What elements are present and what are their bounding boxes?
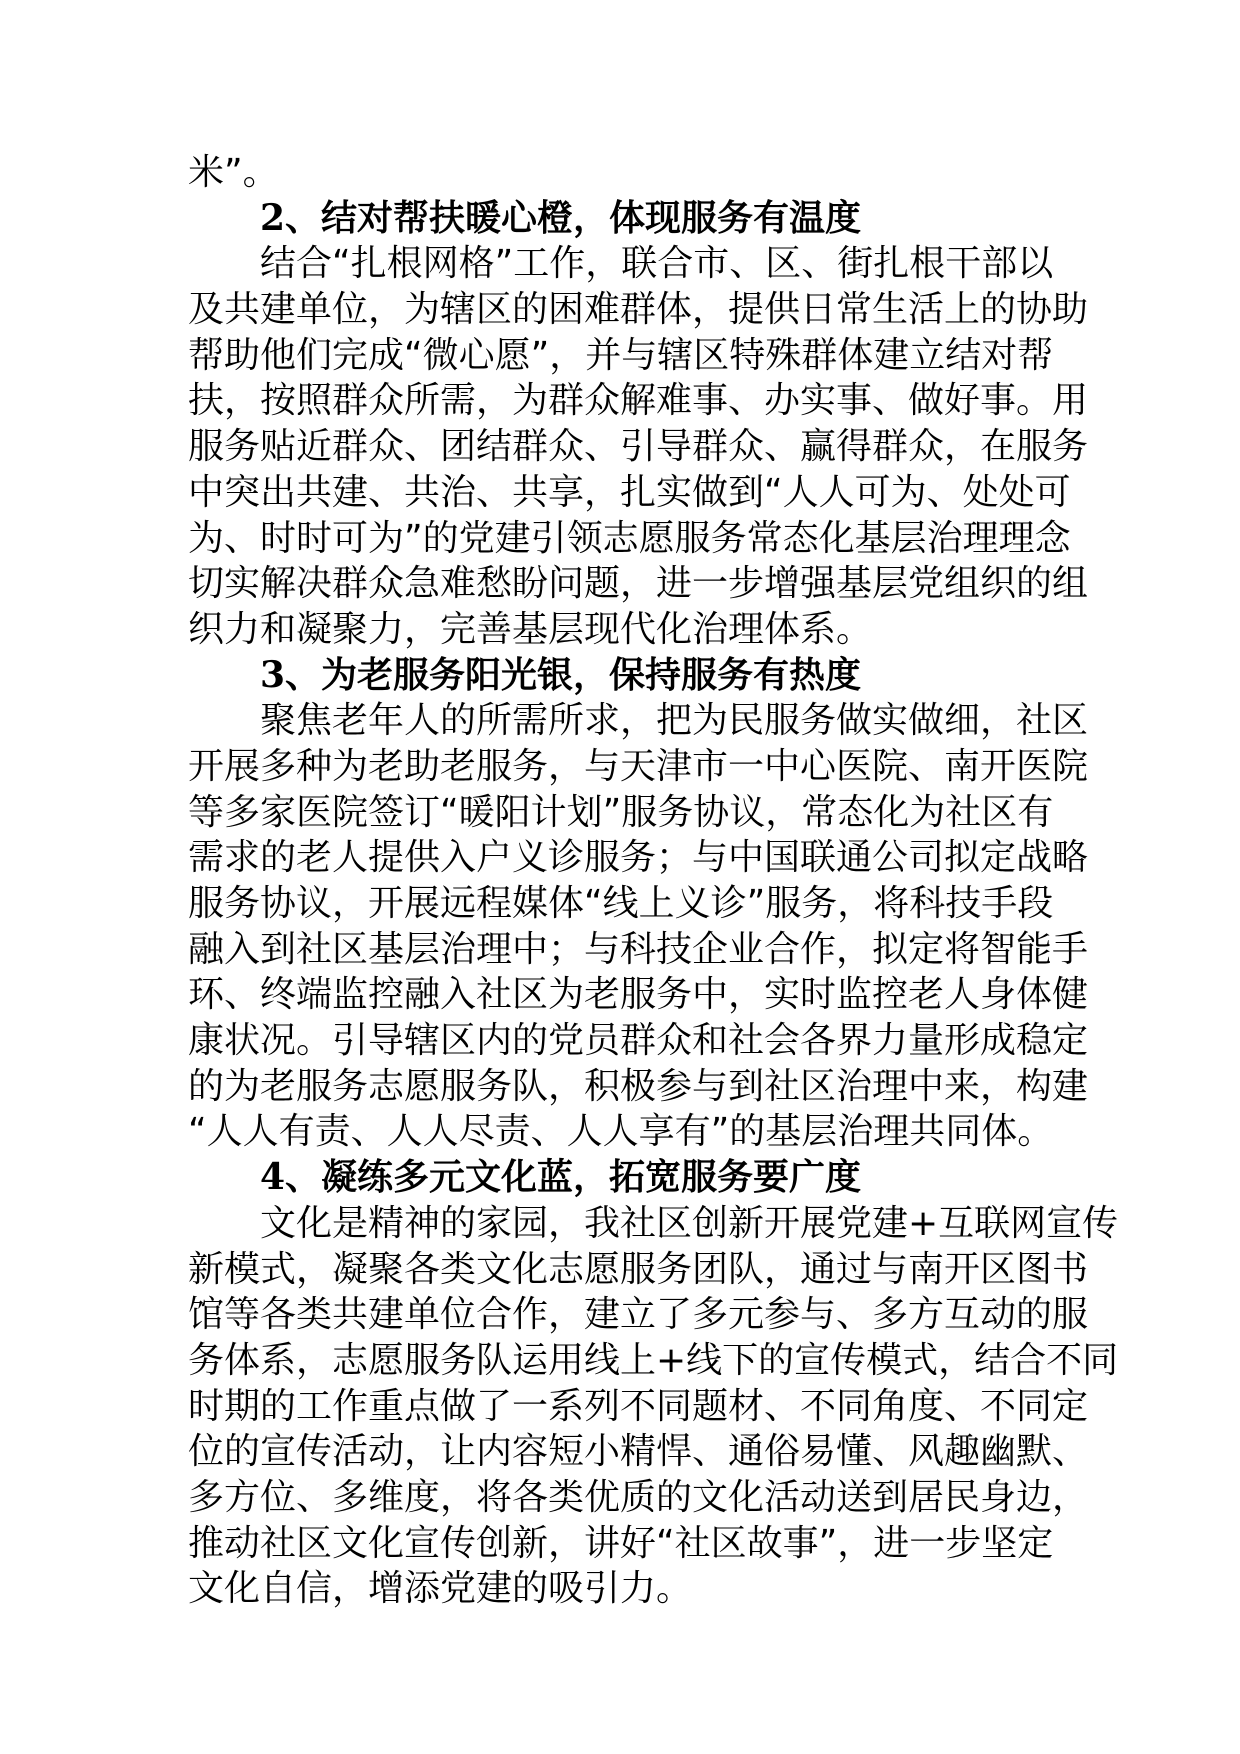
section-heading-4: 4、凝练多元文化蓝，拓宽服务要广度	[260, 1156, 862, 1199]
paragraph-line: 中突出共建、共治、共享，扎实做到“人人可为、处处可	[188, 471, 1071, 513]
paragraph-line: 等多家医院签订“暖阳计划”服务协议，常态化为社区有	[188, 791, 1054, 833]
paragraph-line: 结合“扎根网格”工作，联合市、区、街扎根干部以	[260, 243, 1054, 285]
text-line: 米”。	[188, 152, 279, 193]
section-heading-3: 3、为老服务阳光银，保持服务有热度	[260, 653, 862, 696]
paragraph-line: 织力和凝聚力，完善基层现代化治理体系。	[188, 608, 873, 650]
paragraph-line: 推动社区文化宣传创新，讲好“社区故事”，进一步坚定	[188, 1522, 1054, 1564]
paragraph-line: 的为老服务志愿服务队，积极参与到社区治理中来，构建	[188, 1065, 1089, 1107]
paragraph-line: 环、终端监控融入社区为老服务中，实时监控老人身体健	[188, 974, 1089, 1016]
paragraph-line: 切实解决群众急难愁盼问题，进一步增强基层党组织的组	[188, 563, 1089, 605]
paragraph-line: 需求的老人提供入户义诊服务；与中国联通公司拟定战略	[188, 837, 1089, 879]
paragraph-line: 文化自信，增添党建的吸引力。	[188, 1568, 693, 1610]
paragraph-line: 位的宣传活动，让内容短小精悍、通俗易懂、风趣幽默、	[188, 1431, 1089, 1473]
paragraph-line: 服务协议，开展远程媒体“线上义诊”服务，将科技手段	[188, 883, 1054, 924]
paragraph-line: 康状况。引导辖区内的党员群众和社会各界力量形成稳定	[188, 1020, 1089, 1062]
paragraph-line: 时期的工作重点做了一系列不同题材、不同角度、不同定	[188, 1385, 1089, 1427]
paragraph-line: 文化是精神的家园，我社区创新开展党建+互联网宣传	[260, 1202, 1119, 1244]
paragraph-line: 务体系，志愿服务队运用线上+线下的宣传模式，结合不同	[188, 1339, 1119, 1381]
document-page	[188, 150, 1119, 1612]
paragraph-line: 新模式，凝聚各类文化志愿服务团队，通过与南开区图书	[188, 1248, 1089, 1290]
paragraph-line: 扶，按照群众所需，为群众解难事、办实事、做好事。用	[188, 380, 1089, 422]
paragraph-line: 为、时时可为”的党建引领志愿服务常态化基层治理理念	[188, 517, 1071, 559]
paragraph-line: 馆等各类共建单位合作，建立了多元参与、多方互动的服	[188, 1294, 1089, 1336]
paragraph-line: “人人有责、人人尽责、人人享有”的基层治理共同体。	[188, 1111, 1054, 1153]
paragraph-line: 服务贴近群众、团结群众、引导群众、赢得群众，在服务	[188, 426, 1089, 468]
section-heading-2: 2、结对帮扶暖心橙，体现服务有温度	[260, 196, 862, 239]
paragraph-line: 融入到社区基层治理中；与科技企业合作，拟定将智能手	[188, 928, 1089, 970]
paragraph-line: 聚焦老年人的所需所求，把为民服务做实做细，社区	[260, 700, 1089, 742]
paragraph-line: 开展多种为老助老服务，与天津市一中心医院、南开医院	[188, 745, 1089, 787]
paragraph-line: 帮助他们完成“微心愿”，并与辖区特殊群体建立结对帮	[188, 334, 1054, 376]
paragraph-line: 多方位、多维度，将各类优质的文化活动送到居民身边，	[188, 1476, 1089, 1518]
paragraph-line: 及共建单位，为辖区的困难群体，提供日常生活上的协助	[188, 289, 1089, 331]
